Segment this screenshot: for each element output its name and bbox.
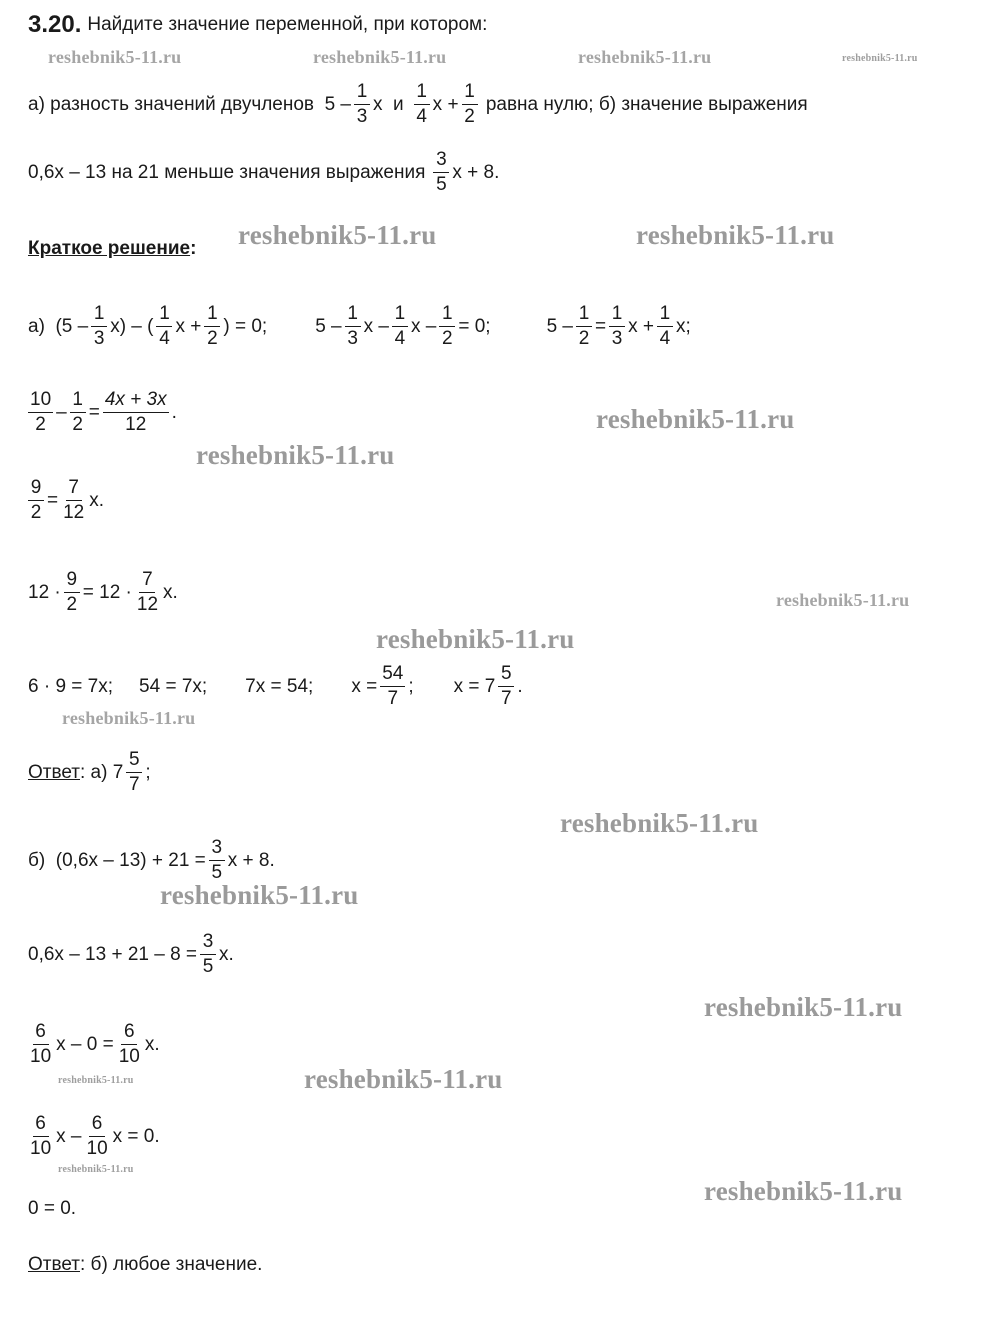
text: а) разность значений двучленов 5 – (28, 93, 351, 115)
fraction: $\frac{6}{10}$ (86, 1113, 108, 1159)
text: x + 8. (452, 161, 500, 183)
text: = (88, 401, 100, 423)
solution-a-line-2 (28, 390, 177, 435)
fraction: $\frac{5}{7}$ (498, 664, 514, 709)
answer-b (28, 1254, 262, 1276)
text: x; (675, 315, 691, 337)
watermark: reshebnik5-11.ru (776, 590, 910, 610)
text: x + (175, 315, 202, 337)
fraction: $\frac{54}{7}$ (382, 663, 404, 709)
task-title: Найдите значение переменной, при котором: (87, 14, 488, 35)
fraction: $\frac{4x + 3x}{12}$ (104, 389, 167, 435)
watermark: reshebnik5-11.ru (58, 1075, 134, 1086)
solution-b-line-1 (28, 838, 275, 883)
solution-a-line-1 (28, 304, 691, 349)
fraction: $\frac{3}{5}$ (209, 838, 225, 883)
task-title-line (28, 11, 488, 38)
fraction: $\frac{1}{3}$ (91, 304, 107, 349)
fraction: $\frac{1}{4}$ (392, 304, 408, 349)
fraction: $\frac{1}{4}$ (156, 304, 172, 349)
text: – (56, 401, 67, 423)
watermark: reshebnik5-11.ru (196, 440, 395, 470)
heading-colon: : (190, 238, 197, 259)
text: = 0; (458, 315, 491, 337)
fraction: $\frac{1}{3}$ (354, 82, 370, 127)
watermark: reshebnik5-11.ru (376, 624, 575, 654)
text: а) (5 – (28, 315, 89, 337)
solution-a-line-3 (28, 478, 104, 523)
solution-heading (28, 238, 196, 260)
text: x – 0 = (56, 1033, 114, 1055)
solution-b-line-3 (28, 1022, 160, 1067)
text: б) (0,6x – 13) + 21 = (28, 849, 206, 871)
text: равна нулю; б) значение выражения (480, 93, 808, 115)
text: = (47, 489, 59, 511)
heading-text: Краткое решение (28, 238, 191, 259)
text: x + (432, 93, 459, 115)
watermark: reshebnik5-11.ru (578, 47, 712, 67)
solution-b-line-2 (28, 932, 234, 977)
text: x) – ( (110, 315, 154, 337)
text: ; (145, 761, 151, 783)
text: 54 = 7x; (139, 675, 208, 697)
text: . (517, 675, 523, 697)
fraction: $\frac{6}{10}$ (30, 1113, 52, 1159)
watermark: reshebnik5-11.ru (596, 404, 795, 434)
watermark: reshebnik5-11.ru (304, 1064, 503, 1094)
watermark: reshebnik5-11.ru (704, 992, 903, 1022)
fraction: $\frac{1}{2}$ (462, 82, 478, 127)
text: 7x = 54; (245, 675, 314, 697)
text: 5 – (315, 315, 342, 337)
fraction: $\frac{9}{2}$ (64, 570, 80, 615)
fraction: $\frac{5}{7}$ (126, 750, 142, 795)
text: = 12 · (82, 581, 132, 603)
watermark: reshebnik5-11.ru (62, 708, 196, 728)
fraction: $\frac{6}{10}$ (30, 1021, 52, 1067)
text: 5 – (546, 315, 573, 337)
fraction: $\frac{7}{12}$ (136, 569, 159, 615)
text: : б) любое значение. (80, 1254, 263, 1275)
watermark: reshebnik5-11.ru (636, 220, 835, 250)
fraction: $\frac{10}{2}$ (30, 389, 52, 435)
text: x – (56, 1125, 82, 1147)
text: . (171, 401, 177, 423)
fraction: $\frac{3}{5}$ (200, 932, 216, 977)
text: x – (410, 315, 437, 337)
text: = (594, 315, 607, 337)
fraction: $\frac{9}{2}$ (28, 478, 44, 523)
fraction: $\frac{1}{4}$ (657, 304, 673, 349)
watermark: reshebnik5-11.ru (842, 53, 918, 64)
text: 0,6x – 13 + 21 – 8 = (28, 943, 198, 965)
answer-a (28, 750, 151, 795)
text: 6 · 9 = 7x; (28, 675, 114, 697)
text: 0 = 0. (28, 1198, 77, 1219)
fraction: $\frac{1}{2}$ (204, 304, 220, 349)
fraction: $\frac{1}{4}$ (414, 82, 430, 127)
watermark: reshebnik5-11.ru (560, 808, 759, 838)
text: x = 0. (112, 1125, 160, 1147)
text: x. (219, 943, 234, 965)
text: x. (163, 581, 178, 603)
watermark: reshebnik5-11.ru (48, 47, 182, 67)
fraction: $\frac{3}{5}$ (433, 150, 449, 195)
text: ; (408, 675, 414, 697)
fraction: $\frac{1}{3}$ (609, 304, 625, 349)
solution-a-line-4 (28, 570, 178, 615)
fraction: $\frac{1}{2}$ (70, 390, 86, 435)
watermark: reshebnik5-11.ru (58, 1164, 134, 1175)
task-number: 3.20. (28, 11, 82, 38)
watermark: reshebnik5-11.ru (238, 220, 437, 250)
solution-a-line-5 (28, 664, 523, 709)
task-part-a (28, 82, 808, 127)
answer-label: Ответ (28, 1254, 80, 1275)
fraction: $\frac{1}{2}$ (439, 304, 455, 349)
text: : а) 7 (80, 761, 124, 783)
watermark: reshebnik5-11.ru (160, 880, 359, 910)
fraction: $\frac{1}{2}$ (576, 304, 592, 349)
text: x. (89, 489, 105, 511)
task-part-b (28, 150, 499, 195)
text: x. (144, 1033, 160, 1055)
fraction: $\frac{6}{10}$ (118, 1021, 140, 1067)
solution-b-line-4 (28, 1114, 160, 1159)
text: x = 7 (453, 675, 496, 697)
watermark: reshebnik5-11.ru (313, 47, 447, 67)
text: x и (373, 93, 404, 115)
text: x + (628, 315, 654, 337)
solution-b-line-5 (28, 1198, 76, 1220)
fraction: $\frac{7}{12}$ (63, 477, 85, 523)
answer-label: Ответ (28, 761, 80, 783)
watermark: reshebnik5-11.ru (704, 1176, 903, 1206)
text: ) = 0; (223, 315, 268, 337)
text: 12 · (28, 581, 61, 603)
text: x = (351, 675, 378, 697)
text: x – (363, 315, 389, 337)
text: x + 8. (227, 849, 275, 871)
text: 0,6x – 13 на 21 меньше значения выражения (28, 161, 426, 183)
fraction: $\frac{1}{3}$ (345, 304, 361, 349)
